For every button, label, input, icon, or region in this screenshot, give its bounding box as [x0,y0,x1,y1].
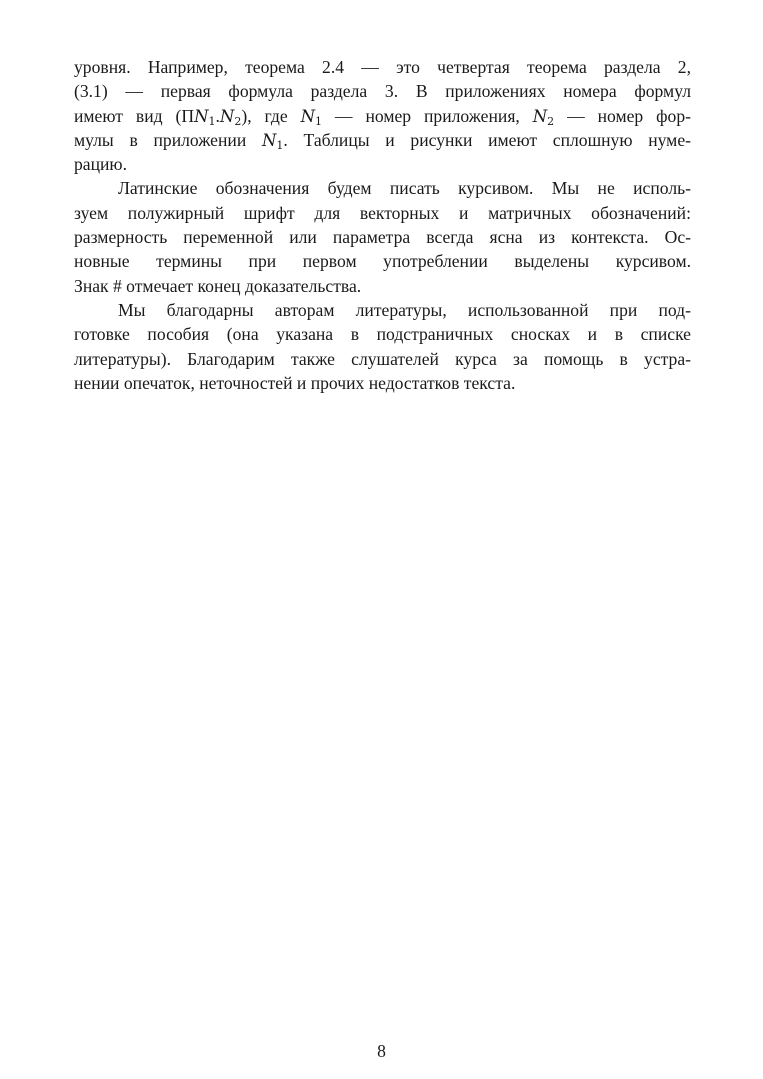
math-symbol: $N_1$ [194,106,216,128]
math-symbol: $N_2$ [219,106,242,128]
math-symbol: $N_1$ [300,106,322,128]
paragraph-numbering [74,55,691,176]
text-line: Знак # отмечает конец доказательства. [74,275,362,296]
text-line: имеют вид $(ПN_1.N_2)$, где $N_1$ — номер приложения, $N_2$ — номер фор- [74,105,692,128]
text-line: зуем полужирный шрифт для векторных и матричных обозначений: [74,202,691,223]
text-line: (3.1) — первая формула раздела 3. В приложениях номера формул [74,81,691,102]
text-line: готовке пособия (она указана в подстраничных сносках и в списке [74,324,691,345]
text-line: новные термины при первом употреблении выделены курсивом. [74,251,691,272]
text-line: Латинские обозначения будем писать курсивом. Мы не исполь- [118,178,691,199]
text-line: литературы). Благодарим также слушателей курса за помощь в устра- [74,348,691,369]
text-line: нении опечаток, неточностей и прочих недостатков текста. [74,372,516,393]
math-symbol: $N_2$ [532,106,555,128]
text-line: уровня. Например, теорема 2.4 — это четвертая теорема раздела 2, [74,57,691,77]
text-line: рацию. [74,154,127,175]
paragraph-acknowledgements [74,298,691,395]
math-symbol: $N_1$ [261,130,284,152]
text-line: мулы в приложении $N_1$. Таблицы и рисунки имеют сплошную нуме- [74,129,691,152]
page-body [74,55,691,395]
text-line: Мы благодарны авторам литературы, использованной при под- [118,299,691,320]
page-number: 8 [377,1041,386,1061]
paragraph-notation [74,176,691,297]
text-line: размерность переменной или параметра всегда ясна из контекста. Ос- [74,227,691,248]
